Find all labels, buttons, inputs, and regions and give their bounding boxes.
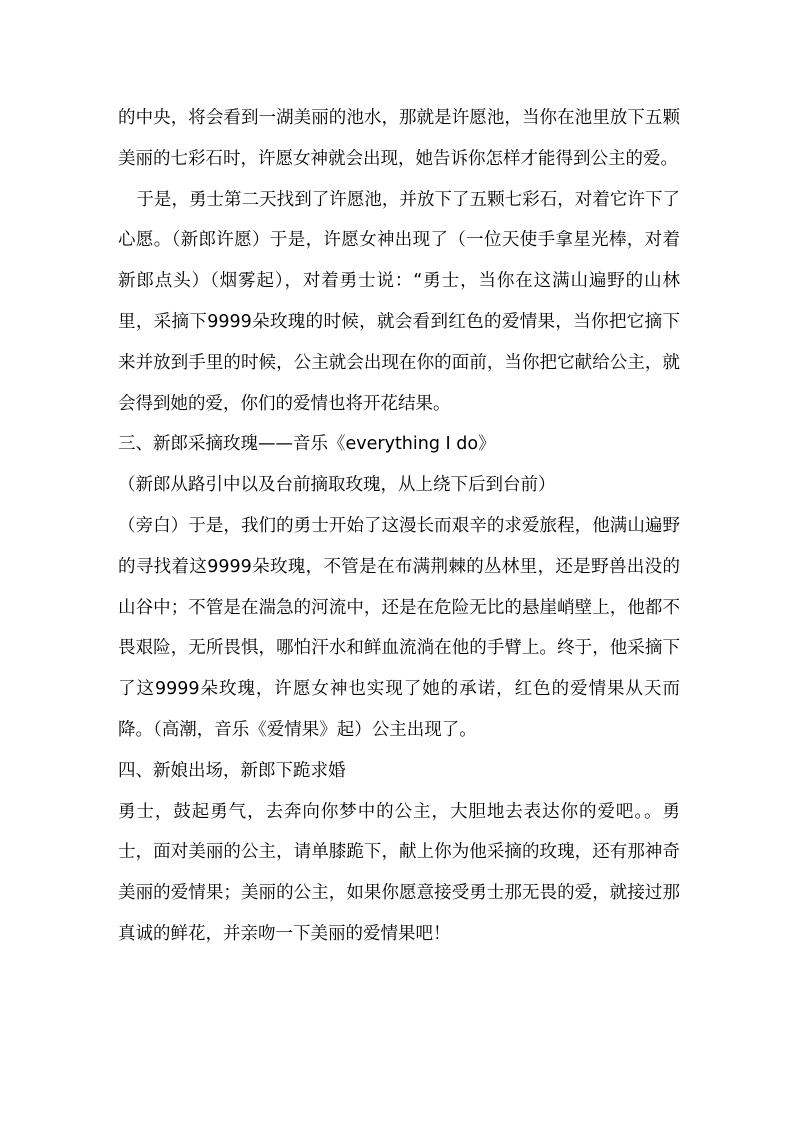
document-body [118, 98, 680, 955]
paragraph-proposal: 勇士，鼓起勇气，去奔向你梦中的公主，大胆地去表达你的爱吧。。勇士，面对美丽的公主，请单膝跪下，献上你为他采摘的玫瑰，还有那神奇美丽的爱情果；美丽的公主，如果你愿意接受勇士那无畏的爱，就接过那真诚的鲜花，并亲吻一下美丽的爱情果吧！ [118, 801, 680, 944]
section-heading-bride-entrance: 四、新娘出场，新郎下跪求婚 [118, 760, 346, 781]
paragraph-stage-direction: （新郎从路引中以及台前摘取玫瑰，从上绕下后到台前） [118, 475, 556, 496]
paragraph-narration: （旁白）于是，我们的勇士开始了这漫长而艰辛的求爱旅程，他满山遍野的寻找着这9999朵玫瑰，不管是在布满荆棘的丛林里，还是野兽出没的山谷中；不管是在湍急的河流中，还是在危险无比的悬崖峭壁上，他都不畏艰险，无所畏惧，哪怕汗水和鲜血流淌在他的手臂上。终于，他采摘下了这9999朵玫瑰，许愿女神也实现了她的承诺，红色的爱情果从天而降。（高潮，音乐《爱情果》起）公主出现了。 [118, 515, 680, 740]
section-heading-rose-picking: 三、新郎采摘玫瑰——音乐《everything I do》 [118, 434, 496, 455]
paragraph-warrior-wish: 于是，勇士第二天找到了许愿池，并放下了五颗七彩石，对着它许下了心愿。（新郎许愿）于是，许愿女神出现了（一位天使手拿星光棒，对着新郎点头）（烟雾起），对着勇士说：“勇士，当你在这满山遍野的山林里，采摘下9999朵玫瑰的时候，就会看到红色的爱情果，当你把它摘下来并放到手里的时候，公主就会出现在你的面前，当你把它献给公主，就会得到她的爱，你们的爱情也将开花结果。 [118, 189, 680, 414]
paragraph-wishing-pool: 的中央，将会看到一湖美丽的池水，那就是许愿池，当你在池里放下五颗美丽的七彩石时，许愿女神就会出现，她告诉你怎样才能得到公主的爱。 [118, 108, 680, 169]
